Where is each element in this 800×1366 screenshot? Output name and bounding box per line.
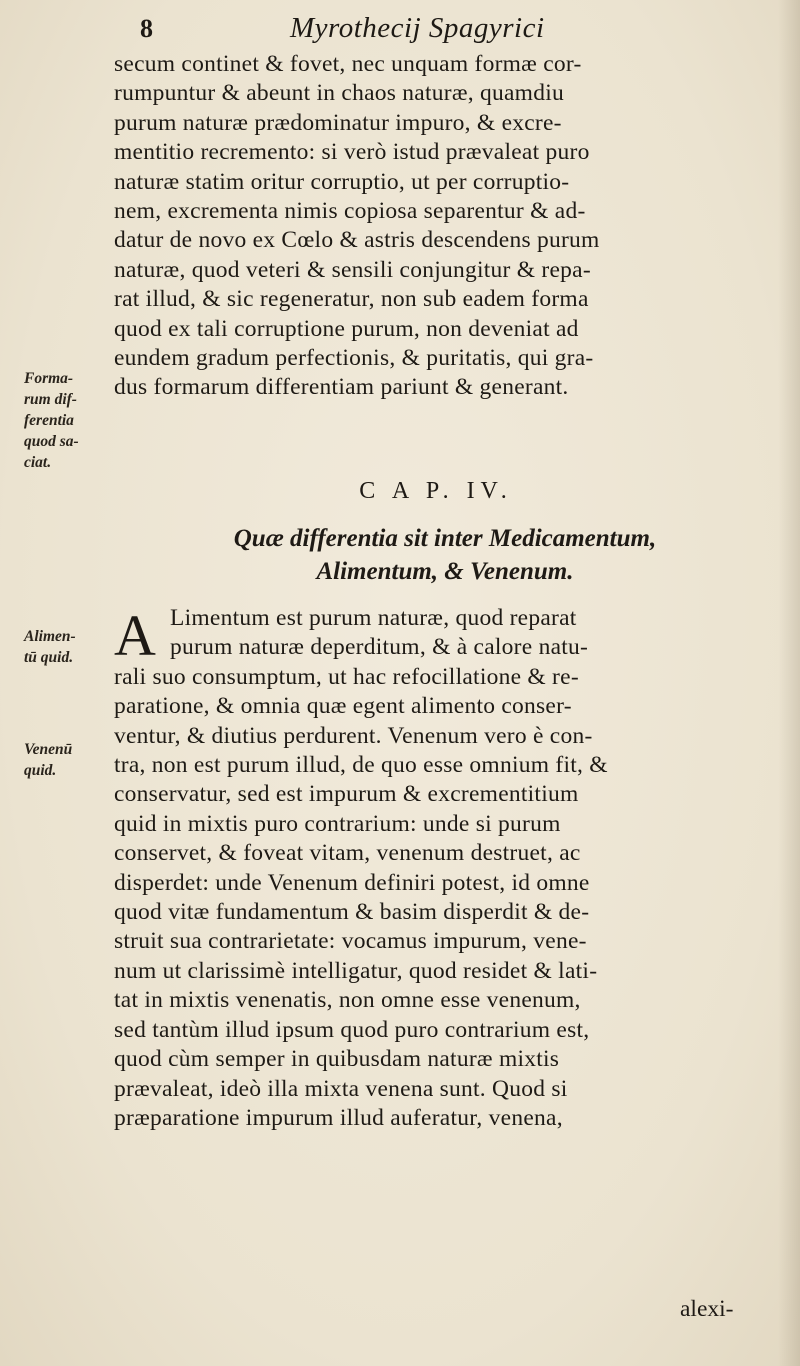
text-line: mentitio recremento: si verò istud prævaleat puro [114, 139, 590, 166]
text-line: dus formarum differentiam pariunt & generant. [114, 374, 569, 401]
text-line: rat illud, & sic regeneratur, non sub eadem forma [114, 286, 589, 313]
margin-note-venenum [24, 739, 116, 781]
margin-note-alimentum [24, 626, 116, 668]
text-line: datur de novo ex Cœlo & astris descendens purum [114, 227, 600, 254]
margin-note-line: quod sa- [24, 433, 79, 450]
text-line: num ut clarissimè intelligatur, quod residet & lati- [114, 957, 598, 984]
text-line: sed tantùm illud ipsum quod puro contrarium est, [114, 1016, 590, 1043]
text-line: purum naturæ prædominatur impuro, & excre- [114, 109, 562, 136]
running-title: Myrothecij Spagyrici [290, 12, 545, 44]
text-line: tat in mixtis venenatis, non omne esse venenum, [114, 987, 581, 1014]
margin-note-formarum [24, 368, 116, 473]
body-text-chapter [114, 604, 768, 1133]
text-line: conservatur, sed est impurum & excrementitium [114, 781, 579, 808]
margin-note-line: Alimen- [24, 628, 76, 645]
text-line: tra, non est purum illud, de quo esse omnium fit, & [114, 752, 608, 779]
page-edge-shadow [778, 0, 800, 1366]
chapter-title-line: Alimentum, & Venenum. [316, 558, 574, 585]
text-line: paratione, & omnia quæ egent alimento conser- [114, 693, 572, 720]
text-line: secum continet & fovet, nec unquam formæ cor- [114, 51, 582, 77]
text-line: struit sua contrarietate: vocamus impurum, vene- [114, 928, 587, 955]
text-line: quid in mixtis puro contrarium: unde si purum [114, 810, 561, 837]
text-line: quod vitæ fundamentum & basim disperdit & de- [114, 899, 590, 926]
margin-note-line: ferentia [24, 412, 74, 429]
text-line: quod ex tali corruptione purum, non deveniat ad [114, 315, 579, 342]
chapter-title [0, 522, 800, 588]
text-line: ventur, & diutius perdurent. Venenum vero è con- [114, 722, 593, 749]
margin-note-line: ciat. [24, 454, 52, 471]
margin-note-line: Forma- [24, 370, 74, 387]
text-line: rumpuntur & abeunt in chaos naturæ, quamdiu [114, 80, 564, 107]
chapter-title-line: Quæ differentia sit inter Medicamentum, [233, 525, 657, 552]
margin-note-line: rum dif- [24, 391, 77, 408]
text-line: naturæ statim oritur corruptio, ut per corruptio- [114, 168, 570, 195]
body-text-top [114, 50, 768, 403]
catchword: alexi- [680, 1296, 734, 1322]
text-line: nem, excrementa nimis copiosa separentur & ad- [114, 198, 586, 225]
text-line: naturæ, quod veteri & sensili conjungitur & repa- [114, 256, 591, 283]
text-line: Limentum est purum naturæ, quod reparat [170, 605, 577, 631]
text-line: eundem gradum perfectionis, & puritatis, qui gra- [114, 345, 594, 372]
margin-note-line: quid. [24, 762, 57, 779]
chapter-heading: C A P. IV. [359, 478, 513, 504]
text-line: purum naturæ deperditum, & à calore natu- [170, 634, 589, 661]
text-line: rali suo consumptum, ut hac refocillatione & re- [114, 663, 579, 690]
page-header [140, 12, 660, 52]
text-line: disperdet: unde Venenum definiri potest, id omne [114, 869, 590, 896]
margin-note-line: Venenū [24, 741, 73, 758]
text-line: præparatione impurum illud auferatur, venena, [114, 1104, 563, 1131]
text-line: prævaleat, ideò illa mixta venena sunt. Quod si [114, 1075, 568, 1102]
page-number: 8 [140, 14, 153, 43]
margin-note-line: tū quid. [24, 649, 74, 666]
text-line: quod cùm semper in quibusdam naturæ mixtis [114, 1046, 560, 1073]
text-line: conservet, & foveat vitam, venenum destruet, ac [114, 840, 581, 867]
drop-cap: A [114, 603, 156, 668]
